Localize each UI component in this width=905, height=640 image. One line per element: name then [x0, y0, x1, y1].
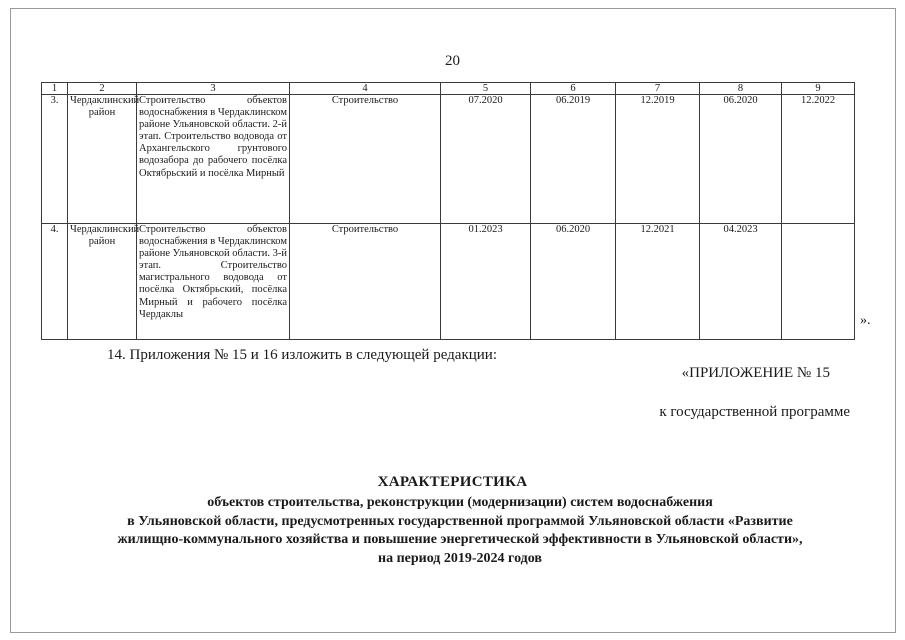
date-cell-7: 12.2021	[616, 224, 700, 340]
date-cell-5: 01.2023	[441, 224, 531, 340]
date-cell-8: 04.2023	[700, 224, 782, 340]
heading-line: в Ульяновской области, предусмотренных государственной программой Ульяновской области «Развитие	[127, 513, 793, 529]
objects-table	[41, 82, 855, 340]
paragraph-14: 14. Приложения № 15 и 16 изложить в следующей редакции:	[107, 347, 497, 363]
date-cell-7: 12.2019	[616, 95, 700, 224]
header-cell-7: 7	[616, 83, 700, 95]
row-number: 4.	[42, 224, 68, 340]
appendix-title: «ПРИЛОЖЕНИЕ № 15	[681, 365, 830, 381]
document-heading: ХАРАКТЕРИСТИКА	[377, 474, 528, 490]
description-cell: Строительство объектов водоснабжения в Чердаклинском районе Ульяновской области. 2-й этап. Строительство водовода от Архангельского грунтового водозабора до рабочего посёлка Октябрьский и посёлка Мирный	[137, 95, 290, 224]
table-row	[42, 95, 855, 224]
table-row	[42, 224, 855, 340]
table-header-row	[42, 83, 855, 95]
header-cell-1: 1	[42, 83, 68, 95]
heading-line: на период 2019-2024 годов	[378, 550, 542, 566]
district-cell: Чердаклинский район	[68, 224, 137, 340]
header-cell-6: 6	[531, 83, 616, 95]
date-cell-6: 06.2019	[531, 95, 616, 224]
date-cell-6: 06.2020	[531, 224, 616, 340]
date-cell-5: 07.2020	[441, 95, 531, 224]
page-number: 20	[445, 53, 460, 69]
work-type-cell: Строительство	[290, 95, 441, 224]
header-cell-5: 5	[441, 83, 531, 95]
work-type-cell: Строительство	[290, 224, 441, 340]
header-cell-8: 8	[700, 83, 782, 95]
heading-line: жилищно-коммунального хозяйства и повышение энергетической эффективности в Ульяновской области»,	[117, 532, 803, 547]
header-cell-2: 2	[68, 83, 137, 95]
heading-description	[20, 494, 900, 568]
header-cell-4: 4	[290, 83, 441, 95]
date-cell-9: 12.2022	[782, 95, 855, 224]
description-cell: Строительство объектов водоснабжения в Чердаклинском районе Ульяновской области. 3-й этап. Строительство магистрального водовода от посёлка Октябрьский, посёлка Мирный и рабочего посёлка Чердаклы	[137, 224, 290, 340]
appendix-subtitle: к государственной программе	[659, 404, 850, 420]
header-cell-3: 3	[137, 83, 290, 95]
closing-quote-mark: ».	[860, 313, 871, 328]
date-cell-8: 06.2020	[700, 95, 782, 224]
row-number: 3.	[42, 95, 68, 224]
district-cell: Чердаклинский район	[68, 95, 137, 224]
date-cell-9	[782, 224, 855, 340]
heading-line: объектов строительства, реконструкции (модернизации) систем водоснабжения	[207, 495, 713, 510]
header-cell-9: 9	[782, 83, 855, 95]
